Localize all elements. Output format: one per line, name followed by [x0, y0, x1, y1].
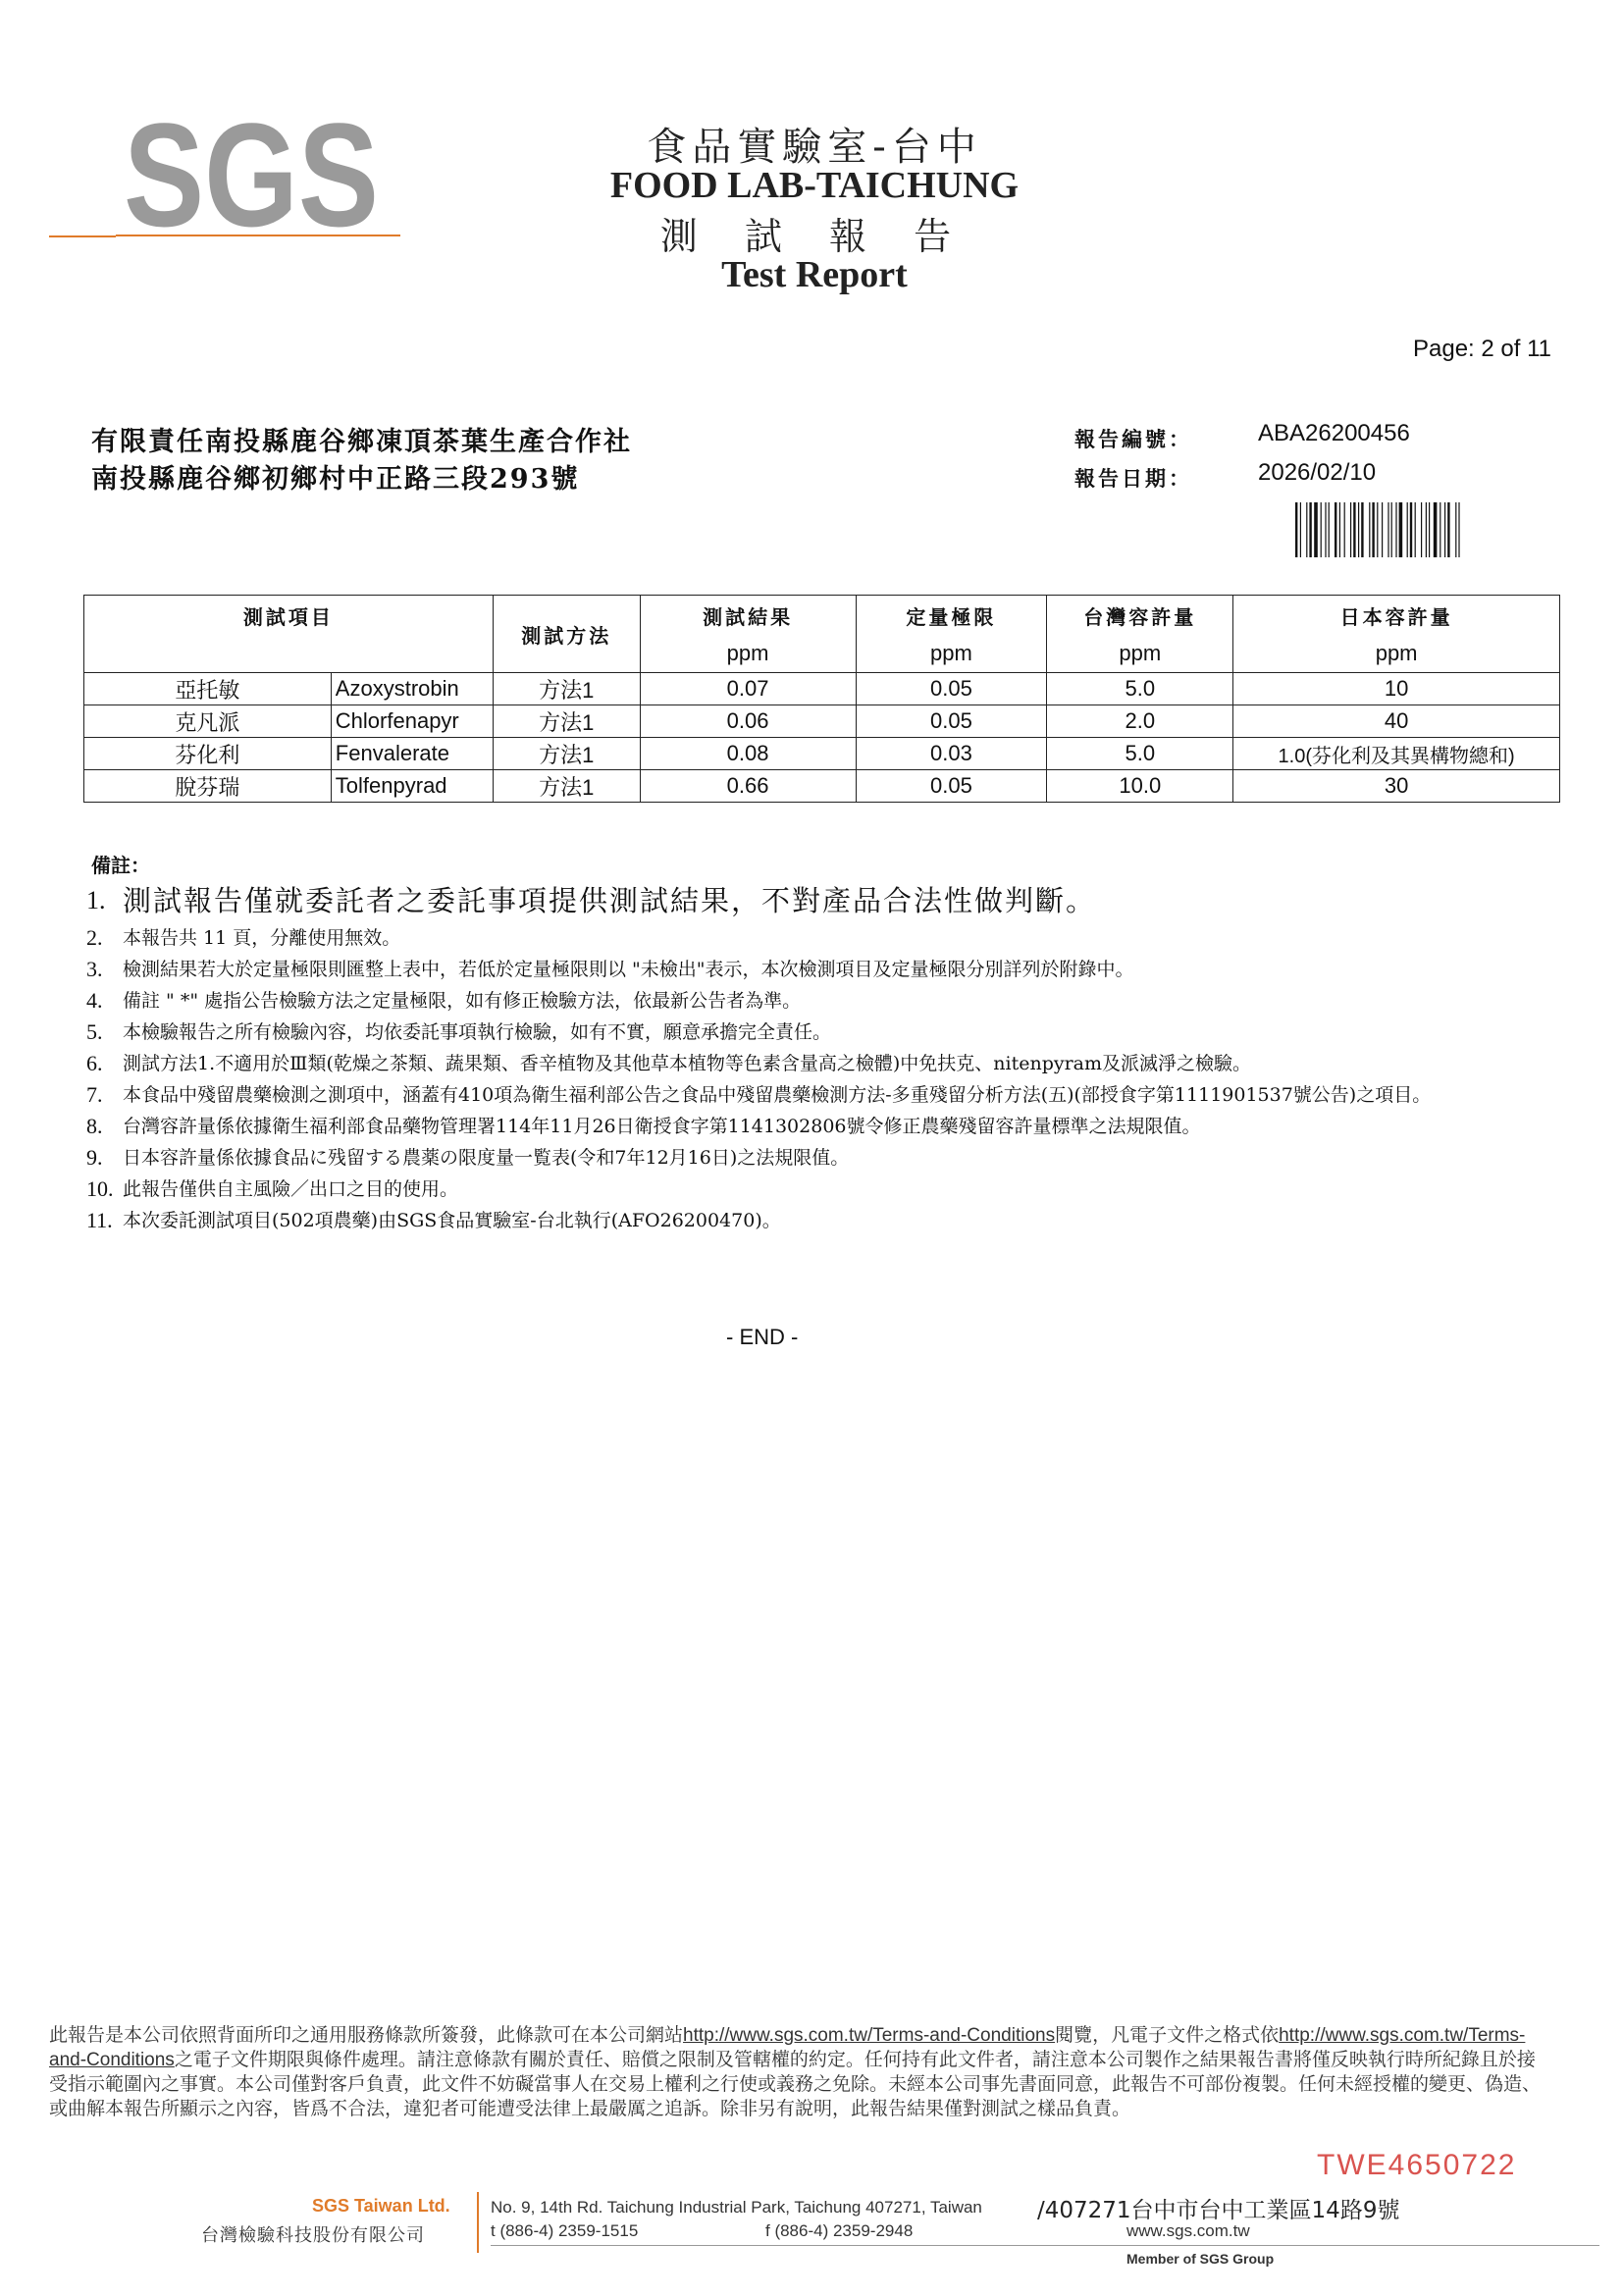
- row-tw-limit: 5.0: [1047, 738, 1233, 770]
- row-name-zh: 克凡派: [84, 705, 332, 738]
- report-barcode: [1295, 502, 1516, 557]
- barcode-bar: [1372, 502, 1374, 557]
- barcode-bar: [1369, 502, 1370, 557]
- row-jp-limit: 40: [1233, 705, 1560, 738]
- row-loq: 0.05: [856, 673, 1047, 705]
- fax: f (886-4) 2359-2948: [765, 2221, 914, 2240]
- note-text: 日本容許量係依據食品に残留する農薬の限度量一覧表(令和7年12月16日)之法規限值。: [123, 1147, 850, 1169]
- table-row: [84, 770, 1560, 803]
- header-loq: 定量極限: [856, 596, 1047, 636]
- header-jp-limit: 日本容許量: [1233, 596, 1560, 636]
- row-result: 0.08: [640, 738, 856, 770]
- note-item: [86, 1174, 1539, 1205]
- row-tw-limit: 2.0: [1047, 705, 1233, 738]
- table-unit-row: [84, 635, 1560, 673]
- company-name-zh: 台灣檢驗科技股份有限公司: [201, 2225, 425, 2246]
- report-date-value: 2026/02/10: [1258, 459, 1377, 486]
- note-item: [86, 1111, 1539, 1142]
- barcode-bar: [1350, 502, 1351, 557]
- row-result: 0.06: [640, 705, 856, 738]
- table-row: [84, 738, 1560, 770]
- barcode-bar: [1387, 502, 1388, 557]
- member-of-sgs: Member of SGS Group: [1126, 2251, 1275, 2267]
- address-en: No. 9, 14th Rd. Taichung Industrial Park, Taichung 407271, Taiwan: [491, 2198, 982, 2217]
- note-text: 台灣容許量係依據衛生福利部食品藥物管理署114年11月26日衛授食字第1141302806號令修正農藥殘留容許量標準之法規限值。: [123, 1116, 1201, 1137]
- note-number: 4.: [86, 988, 103, 1013]
- notes-title: 備註：: [91, 854, 150, 877]
- row-name-en: Chlorfenapyr: [331, 705, 493, 738]
- page-number: Page: 2 of 11: [1413, 336, 1551, 362]
- row-jp-limit: 10: [1233, 673, 1560, 705]
- barcode-bar: [1421, 502, 1422, 557]
- note-item: [86, 1142, 1539, 1174]
- note-item: [86, 1048, 1539, 1079]
- lab-title-zh: 食品實驗室-台中: [647, 125, 982, 170]
- report-title-zh: 測 試 報 告: [659, 215, 969, 258]
- barcode-bar: [1295, 502, 1297, 557]
- disclaimer-part-3: 之電子文件期限與條件處理。請注意條款有關於責任、賠償之限制及管轄權的約定。任何持有此文件者，請注意本公司製作之結果報告書將僅反映執行時所紀錄且於接受指示範圍內之事實。本公司僅對客戶負責，此文件不妨礙當事人在交易上權利之行使或義務之免除。未經本公司事先書面同意，此報告不可部份複製。任何未經授權的變更、偽造、或曲解本報告所顯示之內容，皆爲不合法，違犯者可能遭受法律上最嚴厲之追訴。除非另有說明，此報告結果僅對測試之樣品負責。: [49, 2049, 1542, 2119]
- barcode-bar: [1329, 502, 1330, 557]
- logo-text: SGS: [124, 92, 379, 257]
- note-number: 5.: [86, 1019, 103, 1044]
- note-text: 備註 " *" 處指公告檢驗方法之定量極限，如有修正檢驗方法，依最新公告者為準。: [123, 990, 802, 1012]
- terms-link[interactable]: http://www.sgs.com.tw/Terms-and-Conditions: [683, 2025, 1056, 2046]
- note-item: [86, 985, 1539, 1017]
- unit-loq: ppm: [856, 635, 1047, 673]
- note-text: 本報告共 11 頁，分離使用無效。: [123, 927, 401, 949]
- note-text: 此報告僅供自主風險／出口之目的使用。: [123, 1178, 459, 1200]
- note-text: 本次委託測試項目(502項農藥)由SGS食品實驗室-台北執行(AFO26200470)。: [123, 1210, 781, 1231]
- barcode-bar: [1306, 502, 1307, 557]
- barcode-bar: [1358, 502, 1359, 557]
- header-method: 測試方法: [493, 596, 640, 673]
- barcode-bar: [1300, 502, 1301, 557]
- disclaimer-part-2: 閱覽，凡電子文件之格式依: [1055, 2024, 1280, 2046]
- barcode-bar: [1426, 502, 1427, 557]
- note-number: 11.: [86, 1208, 113, 1232]
- note-item: [86, 922, 1539, 954]
- row-tw-limit: 5.0: [1047, 673, 1233, 705]
- company-name-en: SGS Taiwan Ltd.: [312, 2196, 450, 2216]
- end-marker: - END -: [726, 1325, 799, 1349]
- barcode-bar: [1382, 502, 1383, 557]
- row-jp-limit: 1.0(芬化利及其異構物總和): [1233, 738, 1560, 770]
- unit-jp-limit: ppm: [1233, 635, 1560, 673]
- report-date-label: 報告日期：: [1074, 466, 1192, 491]
- barcode-bar: [1339, 502, 1340, 557]
- table-header-row: [84, 596, 1560, 636]
- report-title-en: Test Report: [721, 254, 908, 295]
- barcode-bar: [1455, 502, 1456, 557]
- legal-disclaimer: [49, 2023, 1541, 2121]
- unit-blank: [84, 635, 494, 673]
- note-item: [86, 1017, 1539, 1048]
- client-name: 有限責任南投縣鹿谷鄉凍頂茶葉生產合作社: [91, 427, 632, 457]
- barcode-bar: [1410, 502, 1412, 557]
- header-result: 測試結果: [640, 596, 856, 636]
- row-result: 0.66: [640, 770, 856, 803]
- notes-list: [86, 879, 1539, 1236]
- client-address: 南投縣鹿谷鄉初鄉村中正路三段293號: [91, 464, 580, 495]
- row-name-zh: 亞托敏: [84, 673, 332, 705]
- disclaimer-part-1: 此報告是本公司依照背面所印之通用服務條款所簽發，此條款可在本公司網站: [49, 2024, 684, 2046]
- note-text: 本檢驗報告之所有檢驗內容，均依委託事項執行檢驗，如有不實，願意承擔完全責任。: [123, 1021, 832, 1043]
- row-result: 0.07: [640, 673, 856, 705]
- barcode-bar: [1335, 502, 1336, 557]
- note-number: 3.: [86, 957, 103, 981]
- barcode-bar: [1434, 502, 1438, 557]
- note-text: 測試方法1.不適用於Ⅲ類(乾燥之茶類、蔬果類、香辛植物及其他草本植物等色素含量高之檢體)中免扶克、nitenpyram及派滅淨之檢驗。: [123, 1053, 1252, 1074]
- row-loq: 0.03: [856, 738, 1047, 770]
- footer-rule: [491, 2245, 1599, 2246]
- note-number: 7.: [86, 1082, 103, 1107]
- row-loq: 0.05: [856, 705, 1047, 738]
- results-table: [83, 595, 1560, 803]
- barcode-bar: [1407, 502, 1408, 557]
- note-text: 本食品中殘留農藥檢測之測項中，涵蓋有410項為衛生福利部公告之食品中殘留農藥檢測方法-多重殘留分析方法(五)(部授食字第1111901537號公告)之項目。: [123, 1084, 1432, 1106]
- barcode-bar: [1444, 502, 1445, 557]
- row-loq: 0.05: [856, 770, 1047, 803]
- report-number-label: 報告編號：: [1074, 427, 1192, 451]
- table-row: [84, 673, 1560, 705]
- sgs-logo: [116, 92, 400, 257]
- note-number: 8.: [86, 1114, 103, 1138]
- barcode-bar: [1325, 502, 1326, 557]
- note-item: [86, 954, 1539, 985]
- address-zh: /407271台中市台中工業區14路9號: [1037, 2198, 1400, 2223]
- report-number-value: ABA26200456: [1258, 420, 1410, 446]
- reference-code: TWE4650722: [1317, 2149, 1517, 2181]
- note-number: 2.: [86, 925, 103, 950]
- telephone: t (886-4) 2359-1515: [491, 2221, 639, 2240]
- barcode-bar: [1395, 502, 1396, 557]
- row-jp-limit: 30: [1233, 770, 1560, 803]
- row-name-en: Azoxystrobin: [331, 673, 493, 705]
- note-item: [86, 879, 1539, 922]
- barcode-bar: [1314, 502, 1318, 557]
- barcode-bar: [1447, 502, 1449, 557]
- note-number: 9.: [86, 1145, 103, 1170]
- unit-tw-limit: ppm: [1047, 635, 1233, 673]
- note-item: [86, 1205, 1539, 1236]
- table-row: [84, 705, 1560, 738]
- row-tw-limit: 10.0: [1047, 770, 1233, 803]
- note-number: 1.: [86, 886, 106, 914]
- note-text: 測試報告僅就委託者之委託事項提供測試結果，不對產品合法性做判斷。: [123, 884, 1097, 917]
- note-number: 10.: [86, 1176, 114, 1201]
- note-number: 6.: [86, 1051, 103, 1075]
- row-method: 方法1: [493, 705, 640, 738]
- lab-title-en: FOOD LAB-TAICHUNG: [609, 165, 1020, 206]
- barcode-bar: [1309, 502, 1311, 557]
- row-method: 方法1: [493, 673, 640, 705]
- note-text: 檢測結果若大於定量極限則匯整上表中，若低於定量極限則以 "未檢出"表示，本次檢測項目及定量極限分別詳列於附錄中。: [123, 959, 1134, 980]
- barcode-bar: [1353, 502, 1355, 557]
- barcode-bar: [1361, 502, 1363, 557]
- row-name-en: Fenvalerate: [331, 738, 493, 770]
- terms-link-2[interactable]: http://www.sgs.com.tw/Terms-and-Conditions: [49, 2025, 1526, 2070]
- barcode-bar: [1429, 502, 1430, 557]
- barcode-bar: [1321, 502, 1322, 557]
- header-item: 測試項目: [84, 596, 494, 636]
- row-name-zh: 脫芬瑞: [84, 770, 332, 803]
- barcode-bar: [1377, 502, 1378, 557]
- unit-result: ppm: [640, 635, 856, 673]
- footer-divider: [477, 2192, 479, 2253]
- row-name-en: Tolfenpyrad: [331, 770, 493, 803]
- logo-rule-extension: [49, 235, 116, 237]
- barcode-bar: [1344, 502, 1345, 557]
- website[interactable]: www.sgs.com.tw: [1126, 2221, 1250, 2240]
- barcode-bar: [1391, 502, 1392, 557]
- note-item: [86, 1079, 1539, 1111]
- row-method: 方法1: [493, 738, 640, 770]
- barcode-bar: [1415, 502, 1416, 557]
- row-name-zh: 芬化利: [84, 738, 332, 770]
- row-method: 方法1: [493, 770, 640, 803]
- header-tw-limit: 台灣容許量: [1047, 596, 1233, 636]
- barcode-bar: [1458, 502, 1459, 557]
- barcode-bar: [1399, 502, 1403, 557]
